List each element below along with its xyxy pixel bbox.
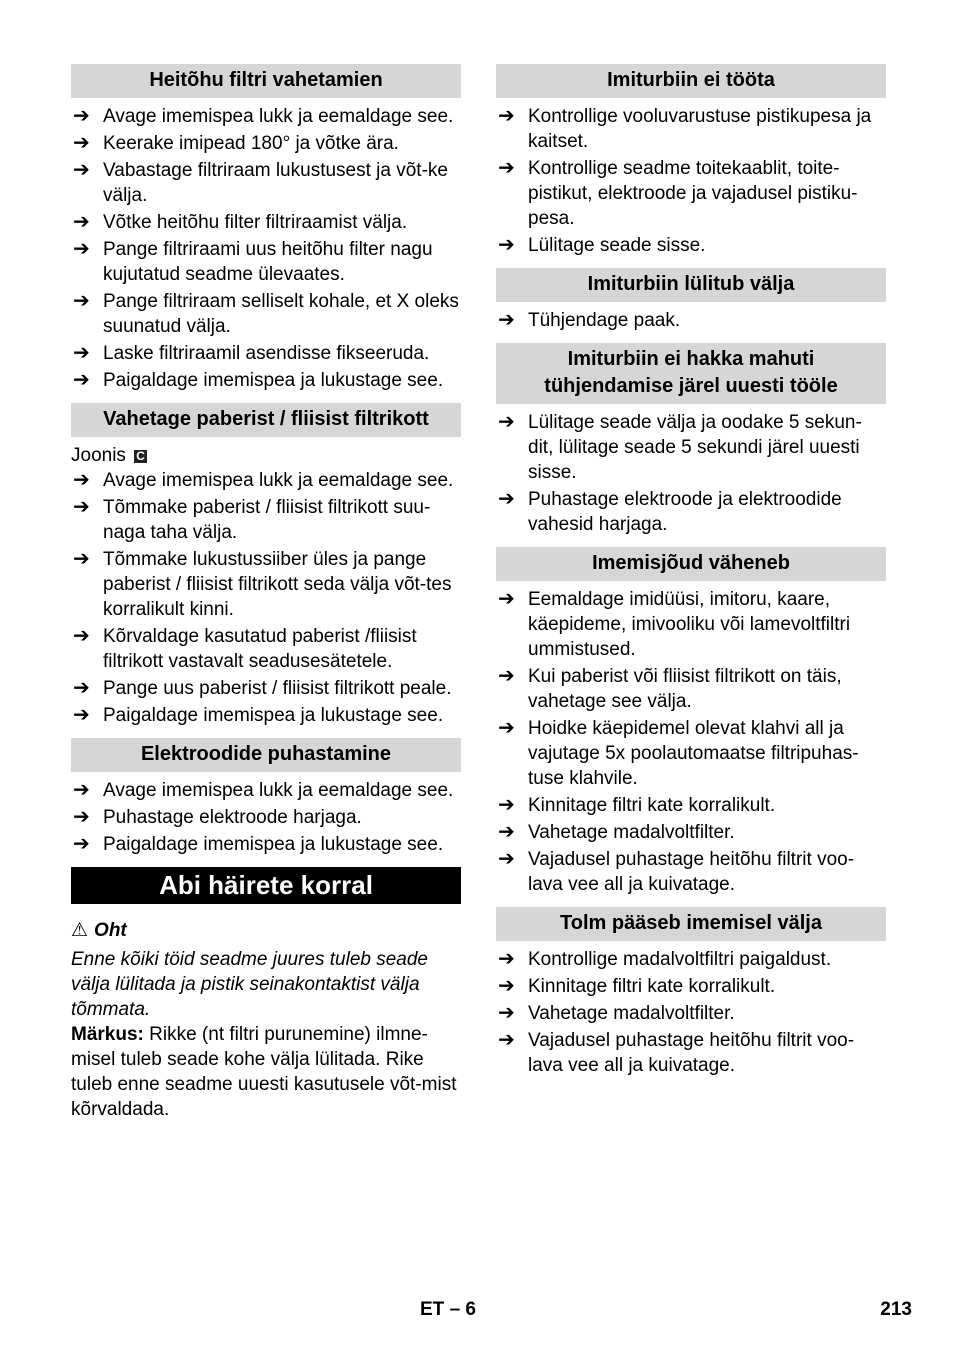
footer-page-in-section: – 6 — [449, 1299, 476, 1320]
step-text: Kontrollige vooluvarustuse pistikupesa ja kaitset. — [528, 106, 872, 152]
arrow-right-icon: ➔ — [498, 309, 515, 331]
step-item — [71, 778, 461, 803]
warning-label: Oht — [94, 920, 127, 941]
step-item — [71, 131, 461, 156]
step-text: Tõmmake lukustussiiber üles ja pange paberist / fliisist filtrikott seda välja võt-tes korralikult kinni. — [103, 549, 452, 620]
arrow-right-icon: ➔ — [73, 211, 90, 233]
step-text: Vahetage madalvoltfilter. — [528, 822, 735, 843]
section-heading: Elektroodide puhastamine — [71, 738, 461, 772]
arrow-right-icon: ➔ — [73, 677, 90, 699]
step-text: Vabastage filtriraam lukustusest ja võt-ke välja. — [103, 160, 448, 206]
arrow-right-icon: ➔ — [498, 665, 515, 687]
step-item — [496, 947, 886, 972]
arrow-right-icon: ➔ — [73, 469, 90, 491]
section-heading: Heitõhu filtri vahetamien — [71, 64, 461, 98]
step-item — [71, 805, 461, 830]
step-text: Vahetage madalvoltfilter. — [528, 1003, 735, 1024]
step-item — [71, 832, 461, 857]
section-heading: Vahetage paberist / fliisist filtrikott — [71, 403, 461, 437]
left-column — [71, 64, 461, 1122]
step-text: Paigaldage imemispea ja lukustage see. — [103, 370, 444, 391]
arrow-right-icon: ➔ — [73, 105, 90, 127]
step-text: Laske filtriraamil asendisse fikseeruda. — [103, 343, 430, 364]
arrow-right-icon: ➔ — [73, 238, 90, 260]
step-text: Vajadusel puhastage heitõhu filtrit voo-lava vee all ja kuivatage. — [528, 1030, 855, 1076]
arrow-right-icon: ➔ — [73, 548, 90, 570]
step-item — [71, 104, 461, 129]
footer-section: ET — [420, 1299, 445, 1320]
section-heading: Tolm pääseb imemisel välja — [496, 907, 886, 941]
step-text: Kontrollige seadme toitekaablit, toite-pistikut, elektroode ja vajadusel pistiku-pesa. — [528, 158, 858, 229]
arrow-right-icon: ➔ — [498, 848, 515, 870]
arrow-right-icon: ➔ — [73, 369, 90, 391]
step-text: Vajadusel puhastage heitõhu filtrit voo-lava vee all ja kuivatage. — [528, 849, 855, 895]
arrow-right-icon: ➔ — [73, 159, 90, 181]
step-list — [71, 778, 461, 857]
footer-section-label — [420, 1297, 540, 1322]
figure-label: Joonis — [71, 445, 126, 466]
warning-triangle-icon: ⚠ — [71, 920, 89, 941]
step-list — [71, 104, 461, 393]
step-list — [496, 587, 886, 897]
step-text: Avage imemispea lukk ja eemaldage see. — [103, 106, 454, 127]
page-number: 213 — [880, 1299, 912, 1320]
step-text: Avage imemispea lukk ja eemaldage see. — [103, 780, 454, 801]
arrow-right-icon: ➔ — [73, 290, 90, 312]
step-text: Kinnitage filtri kate korralikult. — [528, 795, 776, 816]
step-text: Pange filtriraam selliselt kohale, et X oleks suunatud välja. — [103, 291, 459, 337]
arrow-right-icon: ➔ — [73, 833, 90, 855]
step-text: Pange uus paberist / fliisist filtrikott peale. — [103, 678, 452, 699]
step-item — [71, 210, 461, 235]
step-list — [496, 104, 886, 258]
arrow-right-icon: ➔ — [498, 411, 515, 433]
step-item — [71, 495, 461, 545]
arrow-right-icon: ➔ — [73, 704, 90, 726]
note-text: Rikke (nt filtri purunemine) ilmne-misel tuleb seade kohe välja lülitada. Rike tuleb enne seadme uuesti kasutusele võt-mist kõrvaldada. — [71, 1024, 457, 1120]
step-item — [496, 308, 886, 333]
step-item — [496, 847, 886, 897]
arrow-right-icon: ➔ — [73, 806, 90, 828]
arrow-right-icon: ➔ — [498, 157, 515, 179]
step-item — [71, 237, 461, 287]
step-text: Eemaldage imidüüsi, imitoru, kaare, käepideme, imivooliku või lamevoltfiltri ummistused. — [528, 589, 851, 660]
arrow-right-icon: ➔ — [498, 588, 515, 610]
arrow-right-icon: ➔ — [498, 234, 515, 256]
step-text: Kui paberist või fliisist filtrikott on täis, vahetage see välja. — [528, 666, 842, 712]
step-item — [71, 368, 461, 393]
step-item — [496, 104, 886, 154]
arrow-right-icon: ➔ — [73, 496, 90, 518]
step-text: Kõrvaldage kasutatud paberist /fliisist filtrikott vastavalt seadusesätetele. — [103, 626, 417, 672]
step-item — [71, 468, 461, 493]
step-item — [71, 341, 461, 366]
step-item — [496, 587, 886, 662]
step-text: Tõmmake paberist / fliisist filtrikott suu-naga taha välja. — [103, 497, 431, 543]
step-text: Lülitage seade välja ja oodake 5 sekun-dit, lülitage seade 5 sekundi järel uuesti sisse. — [528, 412, 862, 483]
step-item — [71, 547, 461, 622]
step-list — [71, 468, 461, 728]
step-item — [71, 289, 461, 339]
step-item — [71, 676, 461, 701]
step-item — [496, 716, 886, 791]
step-text: Pange filtriraami uus heitõhu filter nagu kujutatud seadme ülevaates. — [103, 239, 433, 285]
figure-reference — [71, 443, 461, 468]
step-text: Paigaldage imemispea ja lukustage see. — [103, 834, 444, 855]
arrow-right-icon: ➔ — [498, 794, 515, 816]
step-text: Keerake imipead 180° ja võtke ära. — [103, 133, 399, 154]
step-item — [496, 1001, 886, 1026]
step-text: Avage imemispea lukk ja eemaldage see. — [103, 470, 454, 491]
arrow-right-icon: ➔ — [498, 1029, 515, 1051]
step-item — [71, 703, 461, 728]
section-heading: Imiturbiin ei hakka mahuti tühjendamise järel uuesti tööle — [496, 343, 886, 404]
arrow-right-icon: ➔ — [498, 1002, 515, 1024]
section-heading: Imiturbiin ei tööta — [496, 64, 886, 98]
arrow-right-icon: ➔ — [498, 948, 515, 970]
note-label: Märkus: — [71, 1024, 144, 1045]
step-text: Kontrollige madalvoltfiltri paigaldust. — [528, 949, 832, 970]
step-text: Võtke heitõhu filter filtriraamist välja. — [103, 212, 408, 233]
step-text: Tühjendage paak. — [528, 310, 681, 331]
warning-heading — [71, 918, 461, 943]
step-text: Kinnitage filtri kate korralikult. — [528, 976, 776, 997]
arrow-right-icon: ➔ — [73, 342, 90, 364]
step-list — [496, 947, 886, 1078]
step-item — [496, 820, 886, 845]
arrow-right-icon: ➔ — [498, 105, 515, 127]
step-item — [496, 664, 886, 714]
right-column — [496, 64, 886, 1084]
chapter-heading: Abi häirete korral — [71, 867, 461, 904]
section-heading: Imemisjõud väheneb — [496, 547, 886, 581]
step-item — [496, 793, 886, 818]
step-item — [496, 487, 886, 537]
step-list — [496, 410, 886, 537]
step-text: Lülitage seade sisse. — [528, 235, 706, 256]
arrow-right-icon: ➔ — [498, 975, 515, 997]
step-item — [71, 158, 461, 208]
step-text: Hoidke käepidemel olevat klahvi all ja vajutage 5x poolautomaatse filtripuhas-tuse klahvile. — [528, 718, 859, 789]
step-item — [71, 624, 461, 674]
figure-badge: C — [136, 449, 145, 463]
arrow-right-icon: ➔ — [73, 625, 90, 647]
section-heading: Imiturbiin lülitub välja — [496, 268, 886, 302]
arrow-right-icon: ➔ — [73, 132, 90, 154]
step-item — [496, 974, 886, 999]
step-text: Puhastage elektroode harjaga. — [103, 807, 362, 828]
step-item — [496, 1028, 886, 1078]
note-paragraph — [71, 1022, 461, 1122]
step-text: Puhastage elektroode ja elektroodide vahesid harjaga. — [528, 489, 842, 535]
warning-text: Enne kõiki töid seadme juures tuleb seade välja lülitada ja pistik seinakontaktist välja tõmmata. — [71, 949, 429, 1020]
step-item — [496, 233, 886, 258]
step-item — [496, 410, 886, 485]
arrow-right-icon: ➔ — [498, 488, 515, 510]
arrow-right-icon: ➔ — [498, 821, 515, 843]
arrow-right-icon: ➔ — [498, 717, 515, 739]
step-item — [496, 156, 886, 231]
step-text: Paigaldage imemispea ja lukustage see. — [103, 705, 444, 726]
arrow-right-icon: ➔ — [73, 779, 90, 801]
step-list — [496, 308, 886, 333]
